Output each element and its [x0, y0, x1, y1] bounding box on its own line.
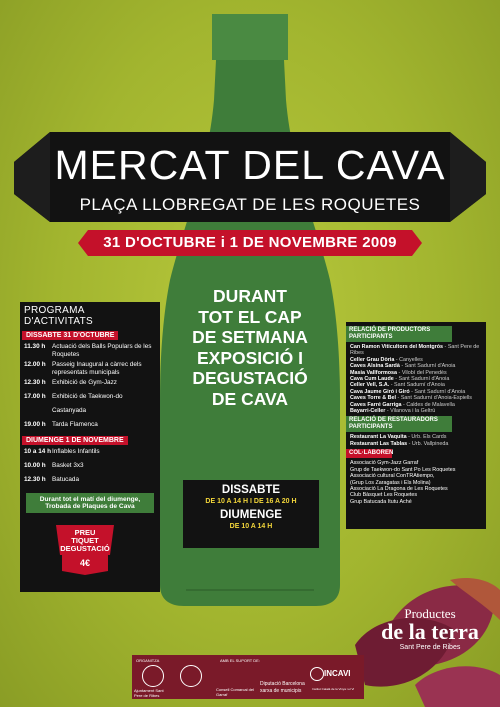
- list-item: Caves Alsina Sardà - Sant Sadurní d'Anoia: [350, 363, 456, 370]
- page-subtitle: PLAÇA LLOBREGAT DE LES ROQUETES: [79, 195, 421, 214]
- footer-incavi: INCAVI: [324, 669, 351, 678]
- bottle-text: DURANT TOT EL CAP DE SETMANA EXPOSICIÓ I DEGUSTACIÓ DE CAVA: [192, 286, 308, 409]
- list-item: Restaurant Las Tablas - Urb. Vallpineda: [350, 440, 449, 447]
- list-item: 10.00 h Basket 3x3: [24, 462, 84, 469]
- list-item: Cava Cum Laude - Sant Sadurní d'Anoia: [350, 376, 450, 383]
- page-title: MERCAT DEL CAVA: [54, 142, 446, 188]
- list-item: Can Ramon Viticultors del Montgrós - Sant Pere de Ribes: [350, 344, 480, 357]
- participants-box: [346, 322, 486, 529]
- program-day-1: DISSABTE 31 D'OCTUBRE: [22, 331, 118, 340]
- program-day-2: DIUMENGE 1 DE NOVEMBRE: [22, 436, 128, 445]
- hours-day-2: DIUMENGE: [220, 509, 282, 521]
- list-item: Restaurant La Vaquita - Urb. Els Cards: [350, 434, 447, 441]
- brand-line-3: Sant Pere de Ribes: [399, 644, 461, 651]
- brand-line-1: Productes: [404, 606, 456, 621]
- ticket-price: 4€: [79, 558, 90, 568]
- list-item: Associació La Dragona de Les Roquetes: [350, 485, 448, 492]
- list-item: 12.00 h Passeig Inaugural a càrrec dels representats municipals: [24, 361, 142, 376]
- producers-heading: RELACIÓ DE PRODUCTORS PARTICIPANTS: [346, 326, 452, 342]
- list-item: 12.30 h Exhibició de Gym-Jazz: [24, 379, 117, 386]
- brand-logo: [360, 606, 500, 651]
- sponsor-footer: [132, 655, 364, 699]
- list-item: (Grup Los Zaragatas i Els Molina): [350, 479, 431, 486]
- hours-time-1: DE 10 A 14 H I DE 16 A 20 H: [205, 498, 297, 505]
- list-item: 19.00 h Tarda Flamenca: [24, 421, 98, 428]
- ticket-badge: [56, 525, 114, 575]
- list-item: 17.00 h Exhibició de Taekwon-do: [24, 393, 123, 400]
- program-title: PROGRAMA D'ACTIVITATS: [24, 305, 94, 327]
- footer-organitza: ORGANITZA: [136, 658, 160, 663]
- event-dates: 31 D'OCTUBRE i 1 DE NOVEMBRE 2009: [88, 230, 412, 256]
- list-item: Grup de Taekwon-do Sant Po Les Roquetes: [350, 466, 456, 473]
- incavi-logo-icon: [310, 667, 324, 681]
- brand-line-2: de la terra: [381, 619, 479, 644]
- ticket-label: PREU TIQUET DEGUSTACIÓ: [60, 528, 110, 553]
- list-item: Caves Farré Garriga - Caldes de Malavella: [350, 401, 455, 408]
- list-item: Associació cultural ConTRAtiempo,: [350, 473, 435, 480]
- list-item: Caves Torre & Bel - Sant Sadurní d'Anoia-Espiells: [350, 395, 472, 402]
- list-item: Grup Batucada Itutu Aché: [350, 498, 412, 505]
- list-item: 10 a 14 h Inflables Infantils: [24, 448, 100, 455]
- list-item: Castanyada: [52, 407, 87, 414]
- seal-logo-icon: [180, 665, 202, 687]
- footer-suport: AMB EL SUPORT DE:: [220, 658, 260, 663]
- list-item: 11.30 h Actuació dels Balls Populars de les Roquetes: [24, 343, 152, 358]
- list-item: 12.30 h Batucada: [24, 476, 80, 483]
- footer-ajuntament: Ajuntament Sant Pere de Ribes: [134, 688, 164, 698]
- ajuntament-logo-icon: [142, 665, 164, 687]
- restaurants-heading: RELACIÓ DE RESTAURADORS PARTICIPANTS: [346, 416, 452, 432]
- list-item: Club Bàsquet Les Roquetes: [350, 492, 418, 499]
- list-item: Associació Gym-Jazz Garraf: [350, 460, 419, 467]
- hours-day-1: DISSABTE: [221, 484, 281, 496]
- footer-consell: Consell Comarcal del Garraf: [216, 687, 255, 697]
- list-item: Masia Vallformosa - Vilobí del Penedès: [350, 369, 447, 376]
- footer-diputacio: Diputació Barcelona: [260, 681, 305, 687]
- collaborators-heading: COL·LABOREN: [346, 449, 392, 458]
- list-item: Celler Grau Dòria - Canyelles: [350, 356, 423, 363]
- hours-time-2: DE 10 A 14 H: [229, 523, 273, 530]
- list-item: Cava Jaume Giró i Giró - Sant Sadurní d'Anoia: [350, 388, 466, 395]
- footer-xarxa: xarxa de municipis: [260, 688, 302, 694]
- footer-incavi-sub: Institut Català de la Vinya i el Vi: [312, 687, 355, 691]
- opening-hours: [183, 480, 319, 548]
- list-item: Celler Vell, S.A. - Sant Sadurní d'Anoia: [350, 382, 445, 389]
- program-note: Durant tot el matí del diumenge, Trobada de Plaques de Cava: [26, 493, 154, 513]
- list-item: Bayarri-Celler - Vilanova i la Geltrú: [350, 408, 436, 415]
